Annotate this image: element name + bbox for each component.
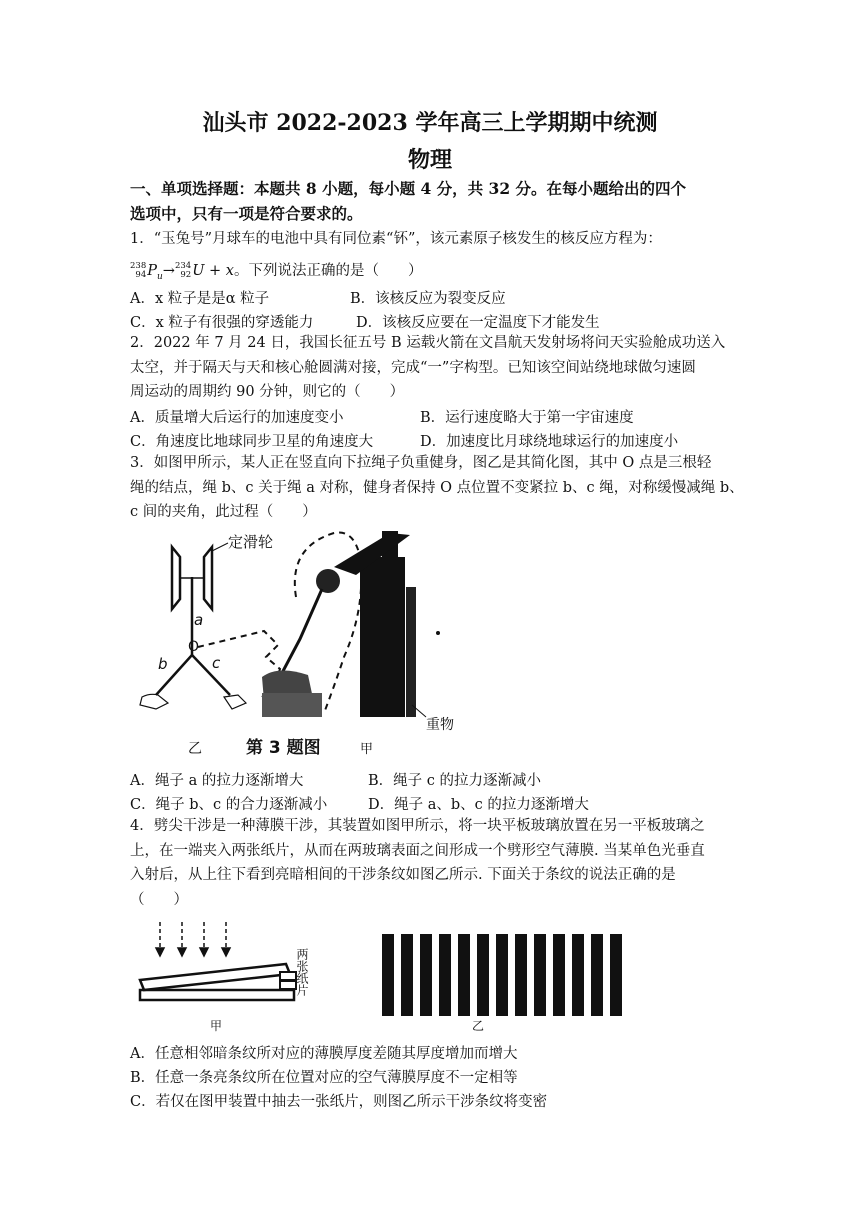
formula-arrow: →: [162, 263, 175, 279]
right-hand-icon: [224, 695, 246, 709]
dark-fringe: [420, 934, 432, 1016]
paper-label: 两张纸片: [295, 948, 309, 996]
q3-option-d: D．绳子 a、b、c 的拉力逐渐增大: [368, 797, 589, 813]
q3-stem-line1: 3．如图甲所示，某人正在竖直向下拉绳子负重健身，图乙是其简化图，其中 O 点是三根轻: [130, 455, 712, 471]
dark-fringe: [401, 934, 413, 1016]
formula-symbol-2: U: [192, 263, 205, 279]
pulley-icon: [172, 543, 228, 609]
q1-option-a: A．x 粒子是是α 粒子: [130, 291, 270, 307]
q4-option-b: B．任意一条亮条纹所在位置对应的空气薄膜厚度不一定相等: [130, 1070, 518, 1086]
dark-fringe: [439, 934, 451, 1016]
q1-stem: 1．“玉兔号”月球车的电池中具有同位素“钚”，该元素原子核发生的核反应方程为：: [130, 231, 662, 247]
figure-yi-label: 乙: [188, 741, 202, 757]
section-heading-line1: 一、单项选择题：本题共 8 小题，每小题 4 分，共 32 分。在每小题给出的四个: [130, 179, 687, 198]
q3-stem-line3: c 间的夹角，此过程（ ）: [130, 504, 317, 520]
q2-option-c: C．角速度比地球同步卫星的角速度大: [130, 434, 374, 450]
figure-jia-label: 甲: [360, 742, 374, 757]
dark-fringe: [572, 934, 584, 1016]
q3-stem-line2: 绳的结点，绳 b、c 关于绳 a 对称，健身者保持 O 点位置不变紧拉 b、c 绳，对称缓慢减绳 b、: [130, 479, 744, 496]
formula-symbol-1-sub: u: [157, 271, 163, 282]
dark-fringe: [382, 934, 394, 1016]
knot-o-label: O: [188, 639, 200, 655]
section-heading: [130, 176, 735, 226]
figure-caption: 第 3 题图: [246, 738, 321, 758]
q4-option-a: A．任意相邻暗条纹所对应的薄膜厚度差随其厚度增加而增大: [130, 1046, 518, 1062]
q4-figure: [130, 918, 730, 1036]
dark-fringe: [591, 934, 603, 1016]
q3-option-c: C．绳子 b、c 的合力逐渐减小: [130, 797, 328, 813]
q2-option-b: B．运行速度略大于第一宇宙速度: [420, 410, 634, 426]
fig4-jia-label: 甲: [210, 1019, 223, 1033]
q2-option-a: A．质量增大后运行的加速度变小: [130, 410, 344, 426]
dark-fringe: [496, 934, 508, 1016]
q3-option-a: A．绳子 a 的拉力逐渐增大: [130, 773, 304, 789]
q4-stem-line2: 上，在一端夹入两张纸片，从而在两玻璃表面之间形成一个劈形空气薄膜. 当某单色光垂直: [130, 842, 705, 859]
q3-stem: [130, 451, 744, 525]
subject-title: 物理: [407, 147, 452, 173]
rope-b-label: b: [158, 655, 168, 673]
rope-c-label: c: [212, 654, 221, 672]
gym-photo: [262, 531, 440, 717]
page-title: 汕头市 2022-2023 学年高三上学期期中统测: [202, 110, 658, 136]
dark-fringe: [610, 934, 622, 1016]
section-heading-line2: 选项中，只有一项是符合要求的。: [130, 204, 363, 223]
q1-option-d: D．该核反应要在一定温度下才能发生: [356, 315, 600, 331]
dark-fringe: [534, 934, 546, 1016]
dark-fringe: [458, 934, 470, 1016]
q3-figure: [128, 527, 478, 762]
rope-a-label: a: [194, 611, 204, 629]
q2-stem-line1: 2．2022 年 7 月 24 日，我国长征五号 B 运载火箭在文昌航天发射场将问天实验舱成功送入: [130, 335, 726, 351]
left-hand-icon: [140, 694, 168, 709]
q4-stem-line1: 4．劈尖干涉是一种薄膜干涉，其装置如图甲所示，将一块平板玻璃放置在另一平板玻璃之: [130, 818, 705, 834]
interference-fringes: [382, 934, 622, 1016]
q2-option-d: D．加速度比月球绕地球运行的加速度小: [420, 434, 679, 450]
q1-option-c: C．x 粒子有很强的穿透能力: [130, 315, 314, 331]
formula-tail: + x: [204, 263, 234, 279]
q4-option-c: C．若仅在图甲装置中抽去一张纸片，则图乙所示干涉条纹将变密: [130, 1094, 548, 1110]
formula-symbol-1: P: [147, 263, 157, 279]
rope-c: [192, 655, 230, 695]
fig4-yi-label: 乙: [472, 1019, 485, 1033]
dark-fringe: [553, 934, 565, 1016]
pulley-label: 定滑轮: [228, 533, 274, 551]
q2-stem-line3: 周运动的周期约 90 分钟，则它的（ ）: [130, 384, 405, 400]
q4-stem-line3: 入射后，从上往下看到亮暗相间的干涉条纹如图乙所示. 下面关于条纹的说法正确的是: [130, 867, 676, 883]
q4-stem: [130, 814, 733, 912]
formula-after: 。下列说法正确的是（ ）: [233, 263, 423, 279]
weight-label: 重物: [426, 717, 454, 733]
q2-stem-line2: 太空，并于隔天与天和核心舱圆满对接，完成“一”字构型。已知该空间站绕地球做匀速圆: [130, 359, 696, 376]
dark-fringe: [477, 934, 489, 1016]
paper-sheets: [280, 972, 296, 989]
q1-option-b: B．该核反应为裂变反应: [350, 291, 506, 307]
formula-nuclide-1-numbers: 238 94: [130, 261, 147, 280]
dark-fringe: [515, 934, 527, 1016]
q1-formula: [130, 259, 422, 282]
q4-stem-line4: （ ）: [130, 891, 188, 908]
glass-plates: [140, 964, 294, 1000]
q3-option-b: B．绳子 c 的拉力逐渐减小: [368, 773, 541, 789]
q2-stem: [130, 331, 733, 405]
incident-light-arrows: [156, 922, 230, 956]
formula-nuclide-2-numbers: 234 92: [174, 261, 192, 280]
